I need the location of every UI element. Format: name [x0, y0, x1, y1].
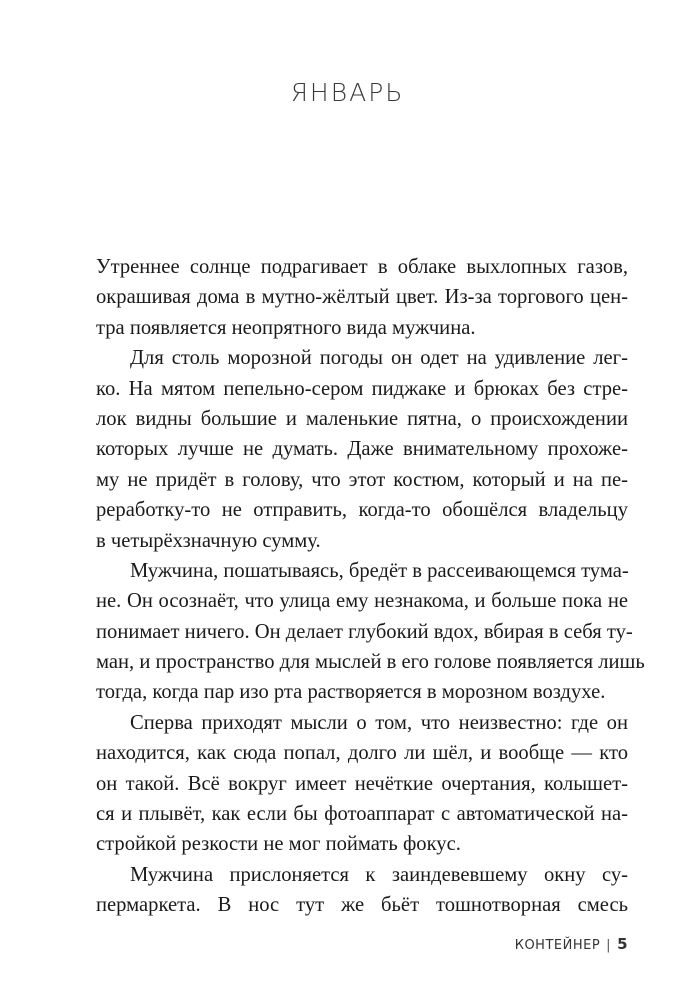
- text-line: лок видны большие и маленькие пятна, о происхождении: [96, 407, 628, 430]
- running-head: КОНТЕЙНЕР: [514, 938, 601, 953]
- text-line: тра появляется неопрятного вида мужчина.: [96, 316, 476, 339]
- text-line: ся и плывёт, как если бы фотоаппарат с автоматической на-: [96, 803, 628, 826]
- text-line: он такой. Всё вокруг имеет нечёткие очертания, колышет-: [96, 772, 628, 795]
- text-line: пермаркета. В нос тут же бьёт тошнотворная смесь: [96, 894, 628, 917]
- page-number: 5: [617, 935, 628, 953]
- text-line: в четырёхзначную сумму.: [96, 529, 321, 552]
- text-line: ман, и пространство для мыслей в его голове появляется лишь: [96, 651, 645, 674]
- body-text: [96, 252, 645, 921]
- page-footer: [515, 935, 628, 953]
- text-line: ко. На мятом пепельно-сером пиджаке и брюках без стре-: [96, 377, 628, 400]
- text-line: Мужчина прислоняется к заиндевевшему окну су-: [130, 863, 628, 886]
- text-line: тогда, когда пар изо рта растворяется в морозном воздухе.: [96, 681, 606, 704]
- footer-separator: |: [606, 938, 612, 953]
- text-line: Утреннее солнце подрагивает в облаке выхлопных газов,: [96, 256, 628, 278]
- paragraph: [96, 708, 628, 860]
- text-line: Сперва приходят мысли о том, что неизвестно: где он: [130, 711, 628, 734]
- chapter-title: ЯНВАРЬ: [290, 78, 405, 107]
- paragraph: [96, 860, 628, 921]
- text-line: стройкой резкости не мог поймать фокус.: [96, 833, 461, 856]
- text-line: окрашивая дома в мутно-жёлтый цвет. Из-за торгового цен-: [96, 286, 628, 309]
- text-line: Для столь морозной погоды он одет на удивление лег-: [130, 347, 628, 370]
- text-line: му не придёт в голову, что этот костюм, который и на пе-: [96, 468, 628, 491]
- paragraph: [96, 556, 645, 708]
- text-line: не. Он осознаёт, что улица ему незнакома, и больше пока не: [96, 590, 628, 613]
- text-line: реработку-то не отправить, когда-то обошёлся владельцу: [96, 499, 628, 522]
- text-line: понимает ничего. Он делает глубокий вдох, вбирая в себя ту-: [96, 620, 633, 643]
- paragraph: [96, 343, 628, 556]
- text-line: Мужчина, пошатываясь, бредёт в рассеивающемся тума-: [130, 559, 629, 582]
- text-line: которых лучше не думать. Даже внимательному прохоже-: [96, 438, 628, 461]
- text-line: находится, как сюда попал, долго ли шёл, и вообще — кто: [96, 742, 628, 765]
- paragraph: [96, 252, 628, 343]
